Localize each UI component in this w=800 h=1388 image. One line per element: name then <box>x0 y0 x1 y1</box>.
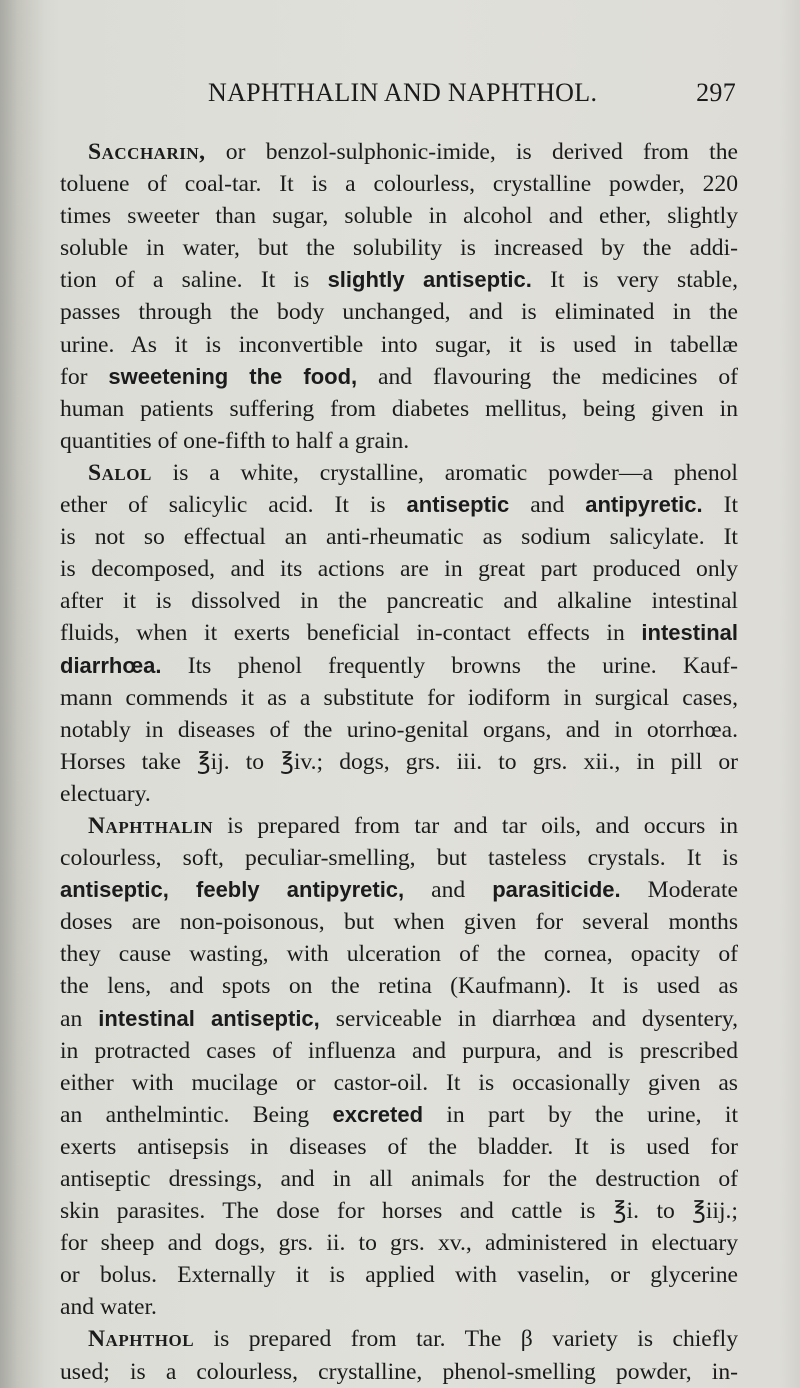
line-text: exerts antisepsis in diseases of the bladder. It is used for <box>60 1133 738 1160</box>
text-line <box>60 842 738 874</box>
line-text: for sheep and dogs, grs. ii. to grs. xv., administered in electuary <box>60 1230 738 1257</box>
text-line <box>60 361 738 393</box>
line-text: in part by the urine, it <box>423 1101 739 1128</box>
text-line <box>60 682 738 714</box>
line-text: passes through the body unchanged, and is eliminated in the <box>60 299 738 326</box>
text-line <box>60 1259 738 1291</box>
line-text: toluene of coal-tar. It is a colourless, crystalline powder, 220 <box>60 171 738 198</box>
line-text: or bolus. Externally it is applied with vaselin, or glycerine <box>60 1262 738 1289</box>
emphasis-text: intestinal antiseptic, <box>98 1005 320 1031</box>
line-text: urine. As it is inconvertible into sugar, it is used in tabellæ <box>60 331 738 358</box>
text-line <box>60 296 738 328</box>
line-text: and water. <box>60 1294 157 1321</box>
text-line <box>60 457 738 489</box>
text-line <box>60 425 738 457</box>
line-text: is prepared from tar and tar oils, and occurs in <box>213 812 738 839</box>
text-line <box>60 553 738 585</box>
line-text: after it is dissolved in the pancreatic and alkaline intestinal <box>60 588 738 615</box>
line-text: is not so effectual an anti-rheumatic as sodium salicylate. It <box>60 524 738 551</box>
text-line <box>60 585 738 617</box>
text-line <box>60 650 738 682</box>
line-text: and <box>404 877 493 904</box>
emphasis-text: diarrhœa. <box>60 652 162 678</box>
text-line <box>60 810 738 842</box>
text-line <box>60 874 738 906</box>
text-line <box>60 1195 738 1227</box>
entry-term: Salol <box>88 459 152 486</box>
text-line <box>60 1356 738 1388</box>
emphasis-text: sweetening the food, <box>108 363 358 389</box>
line-text: serviceable in diarrhœa and dysentery, <box>319 1005 738 1032</box>
line-text: Moderate <box>620 877 738 904</box>
text-line <box>60 264 738 296</box>
running-title: NAPHTHALIN AND NAPHTHOL. <box>208 78 598 107</box>
text-line <box>60 489 738 521</box>
text-line <box>60 200 738 232</box>
entry-term: Naphthol <box>88 1326 195 1353</box>
line-text: colourless, soft, peculiar-smelling, but tasteless crystals. It is <box>60 845 738 872</box>
line-text: tion of a saline. It is <box>60 267 328 294</box>
text-line <box>60 1227 738 1259</box>
text-line <box>60 906 738 938</box>
line-text: an <box>60 1005 99 1032</box>
text-line <box>60 970 738 1002</box>
emphasis-text: slightly antiseptic. <box>327 267 532 293</box>
line-text: for <box>60 363 109 390</box>
line-text: soluble in water, but the solubility is increased by the addi- <box>60 235 738 262</box>
text-line <box>60 1035 738 1067</box>
text-line <box>60 1099 738 1131</box>
emphasis-text: intestinal <box>641 620 738 646</box>
text-line <box>60 1323 738 1355</box>
line-text: and flavouring the medicines of <box>357 363 738 390</box>
line-text: or benzol-sulphonic-imide, is derived from the <box>205 139 738 165</box>
emphasis-text: antiseptic, feebly antipyretic, <box>60 877 405 903</box>
line-text: used; is a colourless, crystalline, phenol-smelling powder, in- <box>60 1358 738 1385</box>
line-text: mann commends it as a substitute for iodiform in surgical cases, <box>60 684 738 711</box>
line-text: skin parasites. The dose for horses and cattle is ℥i. to ℥iij.; <box>60 1198 738 1225</box>
line-text: fluids, when it exerts beneficial in-contact effects in <box>60 620 642 647</box>
line-text: is a white, crystalline, aromatic powder—a phenol <box>151 459 738 486</box>
line-text: doses are non-poisonous, but when given for several months <box>60 909 738 936</box>
line-text: It <box>702 492 738 519</box>
text-line <box>60 1131 738 1163</box>
line-text: notably in diseases of the urino-genital organs, and in otorrhœa. <box>60 716 738 743</box>
line-text: either with mucilage or castor-oil. It is occasionally given as <box>60 1069 738 1096</box>
emphasis-text: antiseptic <box>406 492 510 518</box>
entry-term: Naphthalin <box>88 812 213 839</box>
text-line <box>60 746 738 778</box>
text-line <box>60 329 738 361</box>
line-text: human patients suffering from diabetes mellitus, being given in <box>60 395 738 422</box>
text-line <box>60 136 738 168</box>
text-line <box>60 393 738 425</box>
text-line <box>60 938 738 970</box>
line-text: in protracted cases of influenza and purpura, and is prescribed <box>60 1037 738 1064</box>
text-line <box>60 1003 738 1035</box>
emphasis-text: parasiticide. <box>492 877 621 903</box>
text-line <box>60 778 738 810</box>
line-text: It is very stable, <box>531 267 738 294</box>
line-text: antiseptic dressings, and in all animals for the destruction of <box>60 1166 738 1192</box>
page-number: 297 <box>696 78 736 107</box>
line-text: Its phenol frequently browns the urine. Kauf- <box>161 652 738 679</box>
text-line <box>60 714 738 746</box>
text-line <box>60 232 738 264</box>
text-line <box>60 617 738 649</box>
line-text: an anthelmintic. Being <box>60 1101 333 1128</box>
text-line <box>60 168 738 200</box>
text-line <box>60 1291 738 1323</box>
line-text: electuary. <box>60 780 151 807</box>
line-text: Horses take ℥ij. to ℥iv.; dogs, grs. iii. to grs. xii., in pill or <box>60 748 738 775</box>
line-text: ether of salicylic acid. It is <box>60 492 407 519</box>
line-text: they cause wasting, with ulceration of the cornea, opacity of <box>60 941 738 968</box>
line-text: and <box>509 492 586 519</box>
text-line <box>60 1163 738 1195</box>
text-line <box>60 1067 738 1099</box>
line-text: is prepared from tar. The β variety is chiefly <box>194 1326 738 1353</box>
entry-term: Saccharin, <box>88 139 206 165</box>
line-text: the lens, and spots on the retina (Kaufmann). It is used as <box>60 973 738 1000</box>
emphasis-text: antipyretic. <box>585 492 703 518</box>
emphasis-text: excreted <box>332 1101 424 1127</box>
page-header <box>60 78 740 118</box>
line-text: is decomposed, and its actions are in great part produced only <box>60 556 738 583</box>
body-text <box>60 136 738 1388</box>
line-text: quantities of one-fifth to half a grain. <box>60 427 410 454</box>
line-text: times sweeter than sugar, soluble in alcohol and ether, slightly <box>60 203 738 230</box>
text-line <box>60 521 738 553</box>
